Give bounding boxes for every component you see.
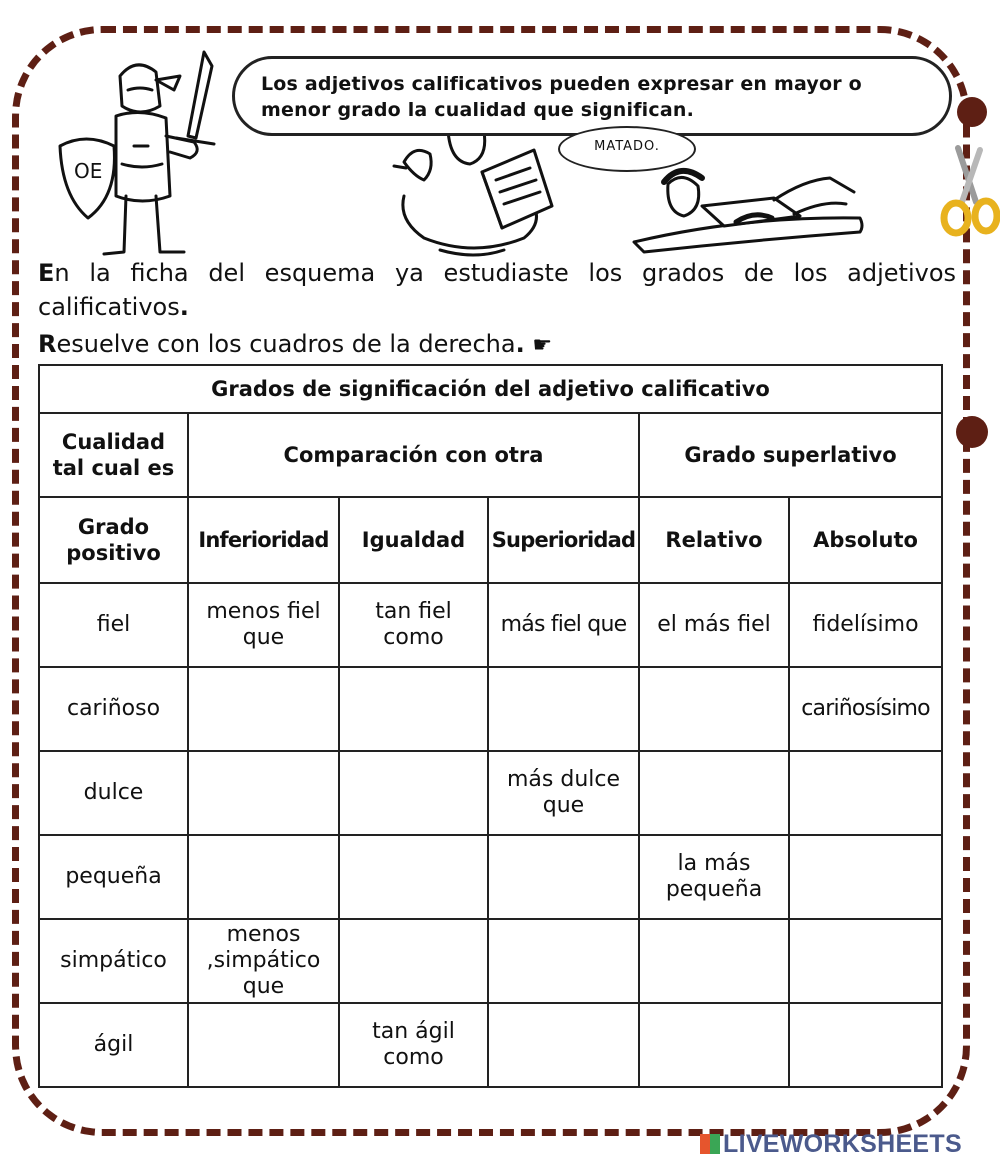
cell-igualdad[interactable] bbox=[339, 751, 488, 835]
cell-superioridad[interactable] bbox=[488, 835, 639, 919]
table-title: Grados de significación del adjetivo calificativo bbox=[39, 365, 942, 413]
cell-positivo: simpático bbox=[39, 919, 188, 1003]
header-cualidad-line2: tal cual es bbox=[52, 456, 175, 480]
adjective-degrees-table bbox=[38, 364, 943, 1088]
cell-superioridad[interactable]: más dulce que bbox=[488, 751, 639, 835]
cell-relativo[interactable]: la más pequeña bbox=[639, 835, 789, 919]
cell-inferioridad[interactable] bbox=[188, 835, 339, 919]
cell-absoluto[interactable] bbox=[789, 919, 942, 1003]
cell-inferioridad[interactable] bbox=[188, 751, 339, 835]
intro-text: n la ficha del esquema ya estudiaste los grados de los adjetivos calificativos bbox=[38, 259, 956, 321]
cell-inferioridad[interactable]: menos fiel que bbox=[188, 583, 339, 667]
cell-relativo[interactable] bbox=[639, 1003, 789, 1087]
intro-paragraph bbox=[38, 256, 956, 324]
speech-bubble-small: MATADO. bbox=[558, 126, 696, 172]
cell-igualdad[interactable] bbox=[339, 919, 488, 1003]
table-title-row bbox=[39, 365, 942, 413]
cell-inferioridad[interactable] bbox=[188, 667, 339, 751]
header-cualidad-line1: Cualidad bbox=[61, 430, 166, 454]
bubble-line-2: menor grado la cualidad que significan. bbox=[261, 99, 695, 121]
cell-igualdad[interactable]: tan ágil como bbox=[339, 1003, 488, 1087]
header-positivo-line1: Grado bbox=[77, 515, 150, 539]
cell-relativo[interactable] bbox=[639, 667, 789, 751]
cell-positivo: dulce bbox=[39, 751, 188, 835]
table-row bbox=[39, 1003, 942, 1087]
instruction-initial: R bbox=[38, 330, 57, 358]
cell-absoluto[interactable] bbox=[789, 751, 942, 835]
cell-inferioridad[interactable] bbox=[188, 1003, 339, 1087]
svg-text:OE: OE bbox=[74, 159, 103, 183]
scissors-icon bbox=[936, 140, 1000, 240]
header-cualidad bbox=[39, 413, 188, 497]
cell-positivo: pequeña bbox=[39, 835, 188, 919]
header-positivo bbox=[39, 497, 188, 583]
speech-bubble-main bbox=[232, 56, 952, 136]
cell-relativo[interactable]: el más fiel bbox=[639, 583, 789, 667]
header-inferioridad: Inferioridad bbox=[188, 497, 339, 583]
logo-text: LIVEWORKSHEETS bbox=[723, 1130, 962, 1158]
cell-superioridad[interactable]: más fiel que bbox=[488, 583, 639, 667]
swimmer-illustration bbox=[624, 156, 874, 256]
cell-igualdad[interactable] bbox=[339, 667, 488, 751]
cell-positivo: cariñoso bbox=[39, 667, 188, 751]
header-superioridad: Superioridad bbox=[488, 497, 639, 583]
knight-illustration bbox=[44, 46, 240, 260]
frame-knob-top bbox=[957, 97, 987, 127]
sub-header-row bbox=[39, 497, 942, 583]
bubble-line-1: Los adjetivos calificativos pueden expresar en mayor o bbox=[261, 73, 862, 95]
instruction-period: . bbox=[515, 330, 525, 358]
instruction-text: esuelve con los cuadros de la derecha bbox=[56, 330, 516, 358]
cell-superioridad[interactable] bbox=[488, 919, 639, 1003]
cell-relativo[interactable] bbox=[639, 919, 789, 1003]
intro-initial: E bbox=[38, 259, 55, 287]
header-comparacion: Comparación con otra bbox=[188, 413, 639, 497]
cell-relativo[interactable] bbox=[639, 751, 789, 835]
header-absoluto: Absoluto bbox=[789, 497, 942, 583]
cell-absoluto[interactable] bbox=[789, 835, 942, 919]
header-superlativo: Grado superlativo bbox=[639, 413, 942, 497]
cell-absoluto[interactable]: fidelísimo bbox=[789, 583, 942, 667]
table-row bbox=[39, 919, 942, 1003]
header-relativo: Relativo bbox=[639, 497, 789, 583]
instruction-line bbox=[38, 327, 552, 363]
table-row bbox=[39, 835, 942, 919]
cell-igualdad[interactable]: tan fiel como bbox=[339, 583, 488, 667]
cell-positivo: fiel bbox=[39, 583, 188, 667]
table-row bbox=[39, 751, 942, 835]
pointing-hand-icon: ☛ bbox=[532, 333, 553, 358]
header-igualdad: Igualdad bbox=[339, 497, 488, 583]
intro-period: . bbox=[179, 293, 189, 321]
cell-inferioridad[interactable]: menos ,simpático que bbox=[188, 919, 339, 1003]
cell-absoluto[interactable]: cariñosísimo bbox=[789, 667, 942, 751]
cell-positivo: ágil bbox=[39, 1003, 188, 1087]
cell-superioridad[interactable] bbox=[488, 667, 639, 751]
cell-igualdad[interactable] bbox=[339, 835, 488, 919]
header-positivo-line2: positivo bbox=[66, 541, 161, 565]
cell-absoluto[interactable] bbox=[789, 1003, 942, 1087]
frame-knob-middle bbox=[956, 416, 988, 448]
table-row bbox=[39, 667, 942, 751]
table-row bbox=[39, 583, 942, 667]
liveworksheets-logo[interactable] bbox=[700, 1130, 962, 1159]
cell-superioridad[interactable] bbox=[488, 1003, 639, 1087]
group-header-row bbox=[39, 413, 942, 497]
liveworksheets-logo-icon bbox=[700, 1134, 720, 1154]
